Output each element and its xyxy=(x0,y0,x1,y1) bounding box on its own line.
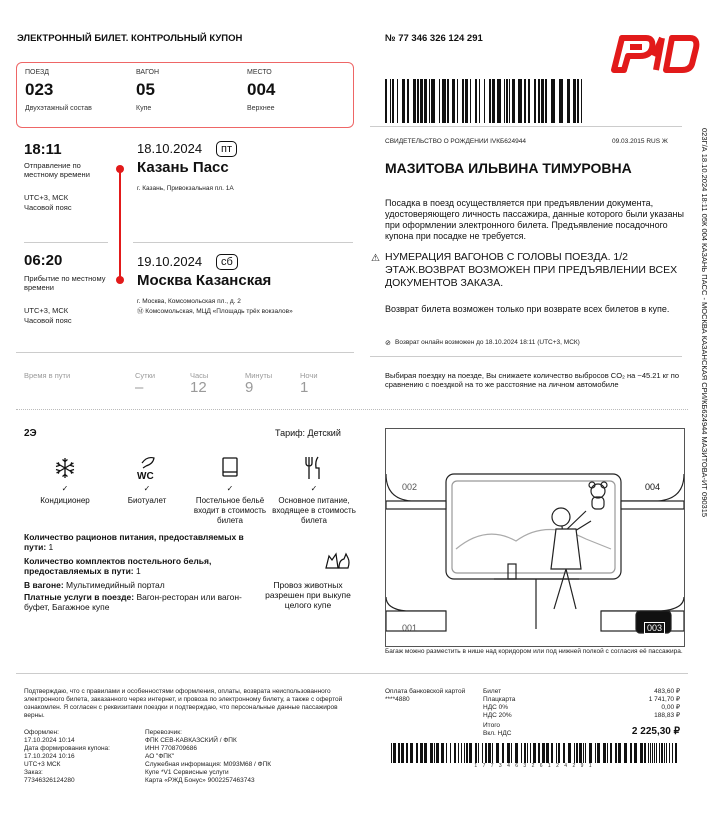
car-features-label: В вагоне: xyxy=(24,580,64,590)
departure-date: 18.10.2024 xyxy=(137,141,203,156)
route-line xyxy=(119,168,121,278)
formed-label: Дата формирования купона: xyxy=(24,745,110,752)
total-label: Итого xyxy=(483,722,501,729)
departure-dot xyxy=(116,165,124,173)
days-value: – xyxy=(135,379,144,396)
issued-label: Оформлен: xyxy=(24,729,59,736)
days-label: Сутки xyxy=(135,371,156,380)
svg-text:WC: WC xyxy=(137,471,154,481)
bedding-icon xyxy=(220,455,240,481)
order-label: Заказ: xyxy=(24,769,43,776)
total-vat-label: Вкл. НДС xyxy=(483,730,512,737)
document-line: СВИДЕТЕЛЬСТВО О РОЖДЕНИИ IVКБ624944 xyxy=(385,138,526,145)
price-value: 0,00 ₽ xyxy=(661,704,680,711)
departure-address: г. Казань, Привокзальная пл. 1А xyxy=(137,185,234,192)
arrival-dot xyxy=(116,276,124,284)
check-icon: ✓ xyxy=(61,484,69,493)
train-info-box xyxy=(16,62,354,128)
divider xyxy=(24,242,108,243)
departure-time-note: Отправление по местному времени xyxy=(24,161,90,179)
boarding-note: Посадка в поезд осуществляется при предъявлении документа, удостоверяющего личность пассажира, данные которого были указаны при оформлении электронного билета. Предъявление посадочного купона при посадке не требуется. xyxy=(385,198,684,241)
check-icon: ✓ xyxy=(310,484,318,493)
car-features xyxy=(24,580,254,590)
arrival-weekday: сб xyxy=(216,254,238,270)
arrival-station: Москва Казанская xyxy=(137,272,272,289)
refund-note: Возврат билета возможен только при возврате всех билетов в купе. xyxy=(385,304,670,314)
car-number: 05 xyxy=(136,80,155,99)
vertical-ticket-code xyxy=(700,128,710,568)
paid-services-label: Платные услуги в поезде: xyxy=(24,592,135,602)
divider xyxy=(16,352,354,353)
service-label: Основное питание, входящее в стоимость билета xyxy=(272,496,356,525)
section-divider xyxy=(16,409,688,410)
compartment-diagram xyxy=(385,428,685,647)
seat-002-label: 002 xyxy=(402,482,418,492)
departure-station: Казань Пасс xyxy=(137,159,229,176)
nights-label: Ночи xyxy=(300,371,318,380)
tariff: Тариф: Детский xyxy=(275,428,341,438)
carrier-label: Перевозчик: xyxy=(145,729,182,736)
departure-time: 18:11 xyxy=(24,141,62,158)
arrival-tz: UTC+3, МСК xyxy=(24,306,69,315)
price-label: НДС 0% xyxy=(483,704,508,711)
no-entry-icon: ⊘ xyxy=(385,340,391,347)
online-refund-note: Возврат онлайн возможен до 18.10.2024 18:11 (UTC+3, МСК) xyxy=(395,339,580,346)
ticket-barcode xyxy=(385,79,583,123)
train-number: 023 xyxy=(25,80,54,99)
formed-value: 17.10.2024 10:16 xyxy=(24,753,75,760)
divider xyxy=(370,356,682,357)
seat-004-label: 004 xyxy=(645,482,661,492)
coupon-info: Купе *V1 Сервисные услуги xyxy=(145,769,229,776)
car-features-value: Мультимедийный портал xyxy=(63,580,165,590)
train-label: ПОЕЗД xyxy=(25,69,49,76)
paid-services xyxy=(24,592,254,612)
car-type: Купе xyxy=(136,105,152,112)
meals-count-value: 1 xyxy=(46,542,54,552)
service-label: Кондиционер xyxy=(40,496,90,505)
seat-001-label: 001 xyxy=(402,623,418,633)
divider xyxy=(16,673,688,674)
arrival-address: г. Москва, Комсомольская пл., д. 2 xyxy=(137,298,241,305)
price-value: 188,83 ₽ xyxy=(654,712,680,719)
confirmation-text: Подтверждаю, что с правилами и особенностями оформления, оплаты, возврата неиспользованного электронного билета, заказанного через интернет, и провоза по электронному билету, а также с офертой ознакомлен. Я согласен с реквизитами поездки и подтверждаю, что персональные данные пассажиров верны. xyxy=(24,688,343,719)
check-icon: ✓ xyxy=(226,484,234,493)
price-label: НДС 20% xyxy=(483,712,512,719)
barcode-digits: 1 7 7 3 4 6 3 2 6 1 2 4 2 9 1 xyxy=(474,763,594,769)
car-label: ВАГОН xyxy=(136,69,160,76)
departure-weekday: пт xyxy=(216,141,237,157)
bedding-count-label: Количество комплектов постельного белья, предоставляемых в пути: xyxy=(24,556,212,576)
train-type: Двухэтажный состав xyxy=(25,105,92,112)
wc-icon xyxy=(134,455,160,481)
seat-number: 004 xyxy=(247,80,276,99)
seat-type: Верхнее xyxy=(247,105,275,112)
service-info: Служебная информация: М093М68 / ФПК xyxy=(145,761,272,768)
arrival-metro: Ⓜ Комсомольская, МЦД «Площадь трёх вокзалов» xyxy=(137,308,293,315)
minutes-label: Минуты xyxy=(245,371,273,380)
total-value: 2 225,30 ₽ xyxy=(631,726,680,737)
snowflake-icon xyxy=(53,455,77,481)
price-value: 483,60 ₽ xyxy=(654,688,680,695)
carrier-value: ФПК СЕВ-КАВКАЗСКИЙ / ФПК xyxy=(145,737,237,744)
birth-date-line: 09.03.2015 RUS Ж xyxy=(612,138,668,145)
card-mask: ****4880 xyxy=(385,696,410,703)
meals-count-label: Количество рационов питания, предоставляемых в пути: xyxy=(24,532,244,552)
nights-value: 1 xyxy=(300,379,309,396)
hours-label: Часы xyxy=(190,371,209,380)
seat-003-label: 003 xyxy=(644,622,665,634)
route-warning: НУМЕРАЦИЯ ВАГОНОВ С ГОЛОВЫ ПОЕЗДА. 1/2 ЭТАЖ.ВОЗВРАТ ВОЗМОЖЕН ПРИ ПРЕДЪЯВЛЕНИИ ВСЕХ ДОКУМЕНТОВ ЗАКАЗА. xyxy=(385,251,678,289)
price-label: Билет xyxy=(483,688,502,695)
order-value: 77346326124280 xyxy=(24,777,75,784)
service-label: Биотуалет xyxy=(127,496,167,505)
service-class: 2Э xyxy=(24,428,37,439)
arrival-date: 19.10.2024 xyxy=(137,254,203,269)
eco-note: Выбирая поездку на поезде, Вы снижаете количество выбросов CO₂ на ~45.21 кг по сравнению с поездкой на то же расстояние на личном автомобиле xyxy=(385,371,680,389)
org-value: АО "ФПК" xyxy=(145,753,175,760)
hours-value: 12 xyxy=(190,379,207,396)
payment-label: Оплата банковской картой xyxy=(385,688,466,695)
duration-label: Время в пути xyxy=(24,371,71,380)
arrival-time-note: Прибытие по местному времени xyxy=(24,274,106,292)
minutes-value: 9 xyxy=(245,379,254,396)
service-label: Постельное бельё входит в стоимость билета xyxy=(193,496,267,525)
price-value: 1 741,70 ₽ xyxy=(648,696,680,703)
meals-count xyxy=(24,532,254,552)
ticket-title: ЭЛЕКТРОННЫЙ БИЛЕТ. КОНТРОЛЬНЫЙ КУПОН xyxy=(17,33,243,44)
pets-icon xyxy=(322,548,352,572)
arrival-tz-note: Часовой пояс xyxy=(24,316,72,325)
divider xyxy=(133,242,353,243)
inn-value: ИНН 7708709686 xyxy=(145,745,198,752)
seat-label: МЕСТО xyxy=(247,69,272,76)
arrival-time: 06:20 xyxy=(24,252,63,269)
bedding-count-value: 1 xyxy=(133,566,141,576)
departure-tz-note: Часовой пояс xyxy=(24,203,72,212)
check-icon: ✓ xyxy=(143,484,151,493)
footer-barcode xyxy=(391,743,677,763)
paid-services-value: Вагон-ресторан или вагон-буфет, Багажное купе xyxy=(24,592,242,612)
passenger-name: МАЗИТОВА ИЛЬВИНА ТИМУРОВНА xyxy=(385,160,632,176)
ticket-number: № 77 346 326 124 291 xyxy=(385,33,483,44)
issued-value: 17.10.2024 10:14 xyxy=(24,737,75,744)
price-label: Плацкарта xyxy=(483,696,516,703)
departure-tz: UTC+3, МСК xyxy=(24,193,69,202)
bedding-count xyxy=(24,556,254,576)
divider xyxy=(370,126,682,127)
vertical-ticket-text: 023Г/А 18.10.2024 18:11 05К 004 КАЗАНЬ ПАСС - МОСКВА КАЗАНСКАЯ СРИ/КБ624944 МАЗИТОВА-ИТ 090315 xyxy=(700,128,709,518)
pets-note: Провоз животных разрешен при выкупе целого купе xyxy=(265,580,351,610)
rzd-logo xyxy=(610,34,700,74)
meal-icon xyxy=(302,455,324,481)
luggage-note: Багаж можно разместить в нише над коридором или под нижней полкой с согласия её пассажира. xyxy=(385,648,683,655)
formed-tz: UTC+3 МСК xyxy=(24,761,61,768)
warning-icon: ⚠ xyxy=(371,253,380,264)
bonus-card: Карта «РЖД Бонус» 9002257463743 xyxy=(145,777,255,784)
